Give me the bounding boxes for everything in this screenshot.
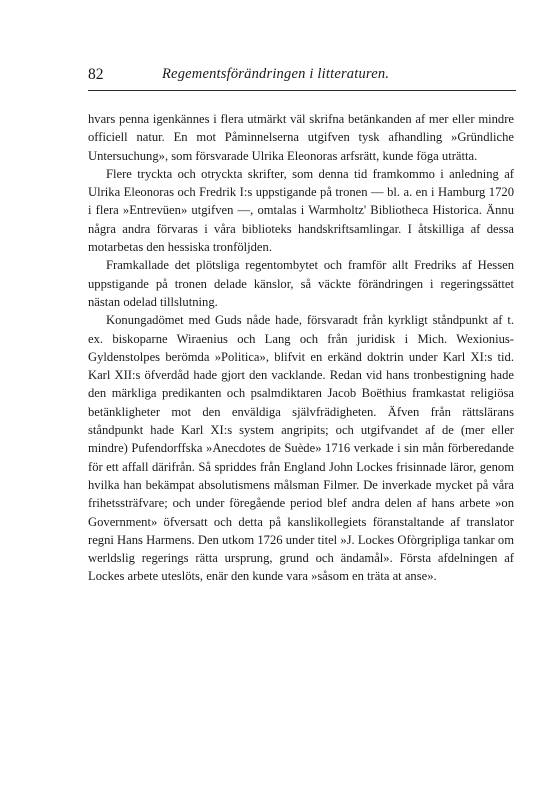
body-text xyxy=(88,110,514,586)
running-head xyxy=(88,66,516,86)
paragraph-4: Konungadömet med Guds nåde hade, försvaradt från kyrkligt ståndpunkt af t. ex. biskoparne Wiraenius och Lang och från juridisk i Mich. Wexionius-Gyldenstolpes berömda »Politica», blifvit en erkänd doktrin under Karl XI:s tid. Karl XII:s öfverdåd hade gjort den vacklande. Redan vid hans tronbestigning hade den märkliga predikanten och psalmdiktaren Jacob Boëthius framkastat religiösa betänkligheter mot den enväldiga självfrädigheten. Äfven från rättslärans ståndpunkt hade Karl XI:s system angripits; och utgifvandet af de (mer eller mindre) Pufendorffska »Anecdotes de Suède» 1716 verkade i sin mån förberedande för ett affall därifrån. Så spriddes från England John Lockes frisinnade läror, genom hvilka han bekämpat absolutismens målsman Filmer. De inverkade mycket på våra frihetssträfvare; och under föregående period blef andra delen af hans arbete »on Government» öfversatt och detta på kanslikollegiets föranstaltande af translator regni Hans Harmens. Den utkom 1726 under titel »J. Lockes Ofòrgripliga tankar om werldslig regerings rätta ursprung, grund och ändamål». Första afdelningen af Lockes arbete uteslöts, enär den kunde vara »såsom en träta at anse». xyxy=(88,313,514,584)
paragraph-2: Flere tryckta och otryckta skrifter, som denna tid framkommo i anledning af Ulrika Eleonoras och Fredrik I:s uppstigande på tronen — bl. a. en i Hamburg 1720 i flera »Entrevüen» utgifven —, omtalas i Warmholtz' Bibliotheca Historica. Ännu några andra förvaras i våra biblioteks handskriftsamlingar. I åtskilliga af dessa motarbetas den hessiska tronföljden. xyxy=(88,166,514,255)
paragraph-3: Framkallade det plötsliga regentombytet och framför allt Fredriks af Hessen uppstigande på tronen delade känslor, så väckte förändringen i regeringssättet nästan odelad tillslutning. xyxy=(88,258,514,309)
page-number: 82 xyxy=(88,66,104,83)
running-title: Regementsförändringen i litteraturen. xyxy=(162,66,390,82)
header-rule xyxy=(88,90,516,91)
paragraph-1: hvars penna igenkännes i flera utmärkt väl skrifna betänkanden af mer eller mindre officiell natur. En mot Påminnelserna utgifven tysk afhandling »Gründliche Untersuchung», som försvarade Ulrika Eleonoras arfsrätt, kunde föga uträtta. xyxy=(88,112,514,163)
